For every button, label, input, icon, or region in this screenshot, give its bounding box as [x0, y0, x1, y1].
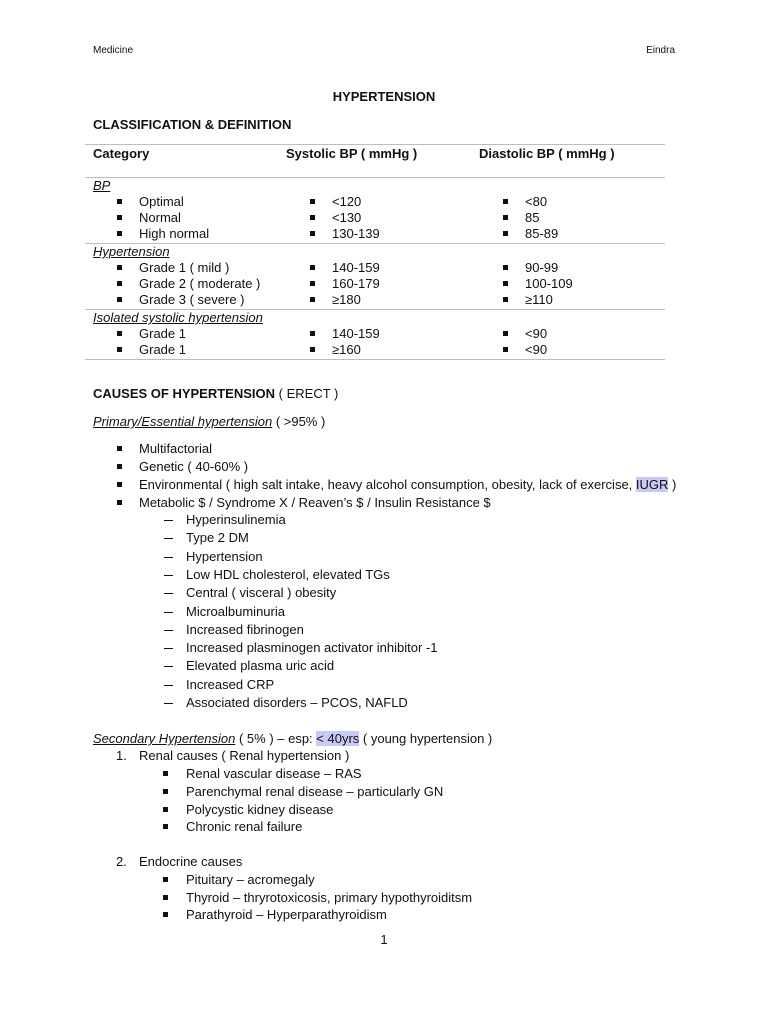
- list-item-text: Metabolic $ / Syndrome X / Reaven’s $ / Insulin Resistance $: [139, 495, 491, 510]
- bullet-icon: [117, 231, 122, 236]
- table-rule: [85, 243, 665, 244]
- list-item-text: Increased fibrinogen: [186, 622, 304, 637]
- dash-icon: [164, 557, 173, 558]
- cell-diastolic: 90-99: [525, 260, 559, 275]
- list-item-text: Type 2 DM: [186, 530, 249, 545]
- list-item-text: Increased CRP: [186, 677, 275, 692]
- bullet-icon: [117, 215, 122, 220]
- table-rule-bottom: [85, 359, 665, 360]
- cell-diastolic: 85-89: [525, 226, 559, 241]
- list-item-text: Parathyroid – Hyperparathyroidism: [186, 907, 387, 922]
- cell-category: Normal: [139, 210, 181, 225]
- bullet-icon: [117, 482, 122, 487]
- bullet-icon: [117, 281, 122, 286]
- list-item-text: Chronic renal failure: [186, 819, 303, 834]
- list-item-text: Microalbuminuria: [186, 604, 285, 619]
- list-item-text: Pituitary – acromegaly: [186, 872, 315, 887]
- col-header-diastolic: Diastolic BP ( mmHg ): [479, 146, 615, 161]
- list-item-text: Genetic ( 40-60% ): [139, 459, 249, 474]
- list-item-text: Hypertension: [186, 549, 263, 564]
- causes-heading-bold: CAUSES OF HYPERTENSION: [93, 386, 276, 401]
- group-label-isolated-systolic: Isolated systolic hypertension: [93, 310, 263, 325]
- cell-category: Grade 1 ( mild ): [139, 260, 230, 275]
- header-right: Eindra: [646, 45, 675, 56]
- bullet-icon: [310, 199, 315, 204]
- bullet-icon: [117, 297, 122, 302]
- group-label-bp: BP: [93, 178, 111, 193]
- cell-systolic: <120: [332, 194, 362, 209]
- bullet-icon: [503, 281, 508, 286]
- dash-icon: [164, 685, 173, 686]
- bullet-icon: [163, 877, 168, 882]
- dash-icon: [164, 648, 173, 649]
- list-item-text: Renal vascular disease – RAS: [186, 766, 362, 781]
- bullet-icon: [163, 895, 168, 900]
- bullet-icon: [163, 789, 168, 794]
- cell-diastolic: <90: [525, 342, 548, 357]
- secondary-rest-b: ( young hypertension ): [359, 731, 493, 746]
- cell-systolic: 140-159: [332, 326, 380, 341]
- list-item-text: [139, 477, 676, 492]
- dash-icon: [164, 612, 173, 613]
- bullet-icon: [310, 281, 315, 286]
- environmental-text: Environmental ( high salt intake, heavy alcohol consumption, obesity, lack of exercise,: [139, 477, 636, 492]
- list-item-text: Elevated plasma uric acid: [186, 658, 335, 673]
- primary-hypertension-heading: [93, 414, 325, 429]
- cell-systolic: ≥160: [332, 342, 361, 357]
- bullet-icon: [310, 347, 315, 352]
- table-rule-top: [85, 144, 665, 145]
- bullet-icon: [310, 215, 315, 220]
- dash-icon: [164, 575, 173, 576]
- secondary-rest-a: ( 5% ) – esp:: [235, 731, 317, 746]
- secondary-label: Secondary Hypertension: [93, 731, 236, 746]
- list-item-text: Endocrine causes: [139, 854, 243, 869]
- bullet-icon: [163, 824, 168, 829]
- section-heading-classification: CLASSIFICATION & DEFINITION: [93, 117, 292, 132]
- dash-icon: [164, 593, 173, 594]
- cell-diastolic: ≥110: [525, 292, 553, 307]
- cell-diastolic: <80: [525, 194, 548, 209]
- bullet-icon: [117, 331, 122, 336]
- list-item-text: Hyperinsulinemia: [186, 512, 286, 527]
- table-rule-header: [85, 177, 665, 178]
- highlight-iugr: IUGR: [635, 477, 669, 492]
- cell-systolic: 130-139: [332, 226, 380, 241]
- bullet-icon: [117, 199, 122, 204]
- dash-icon: [164, 538, 173, 539]
- bullet-icon: [310, 331, 315, 336]
- cell-category: Grade 2 ( moderate ): [139, 276, 261, 291]
- bullet-icon: [117, 265, 122, 270]
- page-title: HYPERTENSION: [332, 89, 436, 104]
- cell-systolic: ≥180: [332, 292, 361, 307]
- bullet-icon: [310, 265, 315, 270]
- cell-diastolic: 100-109: [525, 276, 573, 291]
- col-header-category: Category: [93, 146, 150, 161]
- cell-category: Optimal: [139, 194, 184, 209]
- dash-icon: [164, 630, 173, 631]
- list-number: 1.: [116, 748, 127, 763]
- dash-icon: [164, 520, 173, 521]
- bullet-icon: [503, 265, 508, 270]
- group-label-hypertension: Hypertension: [93, 244, 170, 259]
- dash-icon: [164, 703, 173, 704]
- section-heading-causes: [93, 386, 338, 401]
- bullet-icon: [117, 347, 122, 352]
- cell-systolic: <130: [332, 210, 362, 225]
- causes-heading-rest: ( ERECT ): [275, 386, 339, 401]
- bullet-icon: [117, 464, 122, 469]
- cell-systolic: 160-179: [332, 276, 380, 291]
- list-number: 2.: [116, 854, 127, 869]
- cell-diastolic: <90: [525, 326, 548, 341]
- cell-systolic: 140-159: [332, 260, 380, 275]
- list-item-text: Associated disorders – PCOS, NAFLD: [186, 695, 408, 710]
- bullet-icon: [503, 297, 508, 302]
- list-item-text: Thyroid – thryrotoxicosis, primary hypothyroiditsm: [186, 890, 473, 905]
- cell-category: Grade 1: [139, 326, 186, 341]
- bullet-icon: [503, 199, 508, 204]
- dash-icon: [164, 666, 173, 667]
- bullet-icon: [163, 771, 168, 776]
- cell-diastolic: 85: [525, 210, 540, 225]
- cell-category: High normal: [139, 226, 210, 241]
- bullet-icon: [503, 231, 508, 236]
- list-item-text: Low HDL cholesterol, elevated TGs: [186, 567, 390, 582]
- bullet-icon: [503, 331, 508, 336]
- list-item-text: Parenchymal renal disease – particularly GN: [186, 784, 444, 799]
- bullet-icon: [163, 807, 168, 812]
- environmental-close: ): [668, 477, 677, 492]
- header-left: Medicine: [93, 45, 134, 56]
- bullet-icon: [117, 500, 122, 505]
- bullet-icon: [310, 231, 315, 236]
- bullet-icon: [503, 215, 508, 220]
- list-item-text: Multifactorial: [139, 441, 212, 456]
- bullet-icon: [503, 347, 508, 352]
- bullet-icon: [310, 297, 315, 302]
- list-item-text: Polycystic kidney disease: [186, 802, 334, 817]
- cell-category: Grade 3 ( severe ): [139, 292, 245, 307]
- list-item-text: Central ( visceral ) obesity: [186, 585, 337, 600]
- primary-rest: ( >95% ): [272, 414, 326, 429]
- list-item-text: Renal causes ( Renal hypertension ): [139, 748, 350, 763]
- secondary-hypertension-heading: [93, 731, 492, 746]
- list-item-text: Increased plasminogen activator inhibitor -1: [186, 640, 438, 655]
- page-number: 1: [380, 932, 388, 947]
- primary-label: Primary/Essential hypertension: [93, 414, 273, 429]
- bullet-icon: [163, 912, 168, 917]
- bullet-icon: [117, 446, 122, 451]
- highlight-under-40: < 40yrs: [316, 731, 360, 746]
- cell-category: Grade 1: [139, 342, 186, 357]
- col-header-systolic: Systolic BP ( mmHg ): [286, 146, 418, 161]
